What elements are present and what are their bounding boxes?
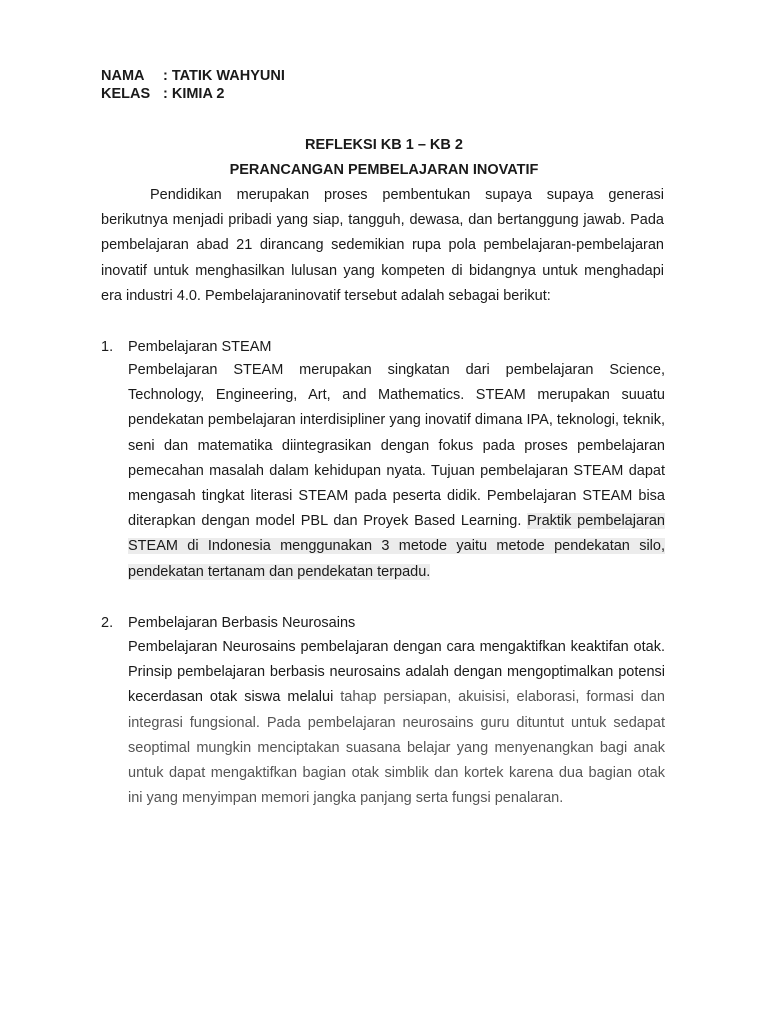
steam-paragraph (128, 358, 665, 585)
document-title: REFLEKSI KB 1 – KB 2 (305, 137, 463, 153)
document-titles (0, 136, 768, 186)
list-number-1: 1. (101, 339, 114, 355)
name-label: NAMA (101, 68, 145, 84)
intro-paragraph: Pendidikan merupakan proses pembentukan supaya supaya generasi berikutnya menjadi pribadi yang siap, tangguh, dewasa, dan bertanggung jawab. Pada pembelajaran abad 21 dirancang sedemikian rupa pola pembelajaran-pembelajaran inovatif untuk menghasilkan lulusan yang kompeten di bidangnya untuk menghadapi era industri 4.0. Pembelajaraninovatif tersebut adalah sebagai berikut: (101, 187, 664, 304)
steam-highlighted-text: Praktik pembelajaran STEAM di Indonesia menggunakan 3 metode yaitu metode pendekatan silo, pendekatan tertanam dan pendekatan terpadu. (128, 513, 665, 580)
neurosains-grey-text: tahap persiapan, akuisisi, elaborasi, formasi dan integrasi fungsional. Pada pembelajaran neurosains guru dituntut untuk sedapat seoptimal mungkin menciptakan suasana belajar yang menyenangkan bagi anak untuk dapat mengaktifkan bagian otak simblik dan kortek karena dua bagian otak ini yang menyimpan memori jangka panjang serta fungsi penalaran. (128, 689, 665, 807)
student-info (101, 67, 285, 103)
list-heading-neurosains: Pembelajaran Berbasis Neurosains (128, 615, 356, 631)
neurosains-body-text: Pembelajaran Neurosains pembelajaran dengan cara mengaktifkan keaktifan otak. Prinsip pembelajaran berbasis neurosains adalah dengan mengoptimalkan potensi kecerdasan otak siswa melalui (128, 639, 665, 706)
list-heading-steam: Pembelajaran STEAM (128, 339, 272, 355)
class-label: KELAS (101, 86, 151, 102)
name-value: : TATIK WAHYUNI (163, 68, 285, 84)
steam-body-text: Pembelajaran STEAM merupakan singkatan dari pembelajaran Science, Technology, Engineering, Art, and Mathematics. STEAM merupakan suuatu pendekatan pembelajaran interdisipliner yang inovatif dimana IPA, teknologi, teknik, seni dan matematika diintegrasikan dengan fokus pada proses pembelajaran pemecahan masalah dalam kehidupan nyata. Tujuan pembelajaran STEAM dapat mengasah tingkat literasi STEAM pada peserta didik. Pembelajaran STEAM bisa diterapkan dengan model PBL dan Proyek Based Learning. (128, 362, 665, 530)
name-row (101, 67, 285, 85)
class-value: : KIMIA 2 (163, 86, 225, 102)
class-row (101, 85, 285, 103)
list-number-2: 2. (101, 615, 114, 631)
document-subtitle: PERANCANGAN PEMBELAJARAN INOVATIF (229, 162, 539, 178)
neurosains-paragraph (128, 635, 665, 811)
